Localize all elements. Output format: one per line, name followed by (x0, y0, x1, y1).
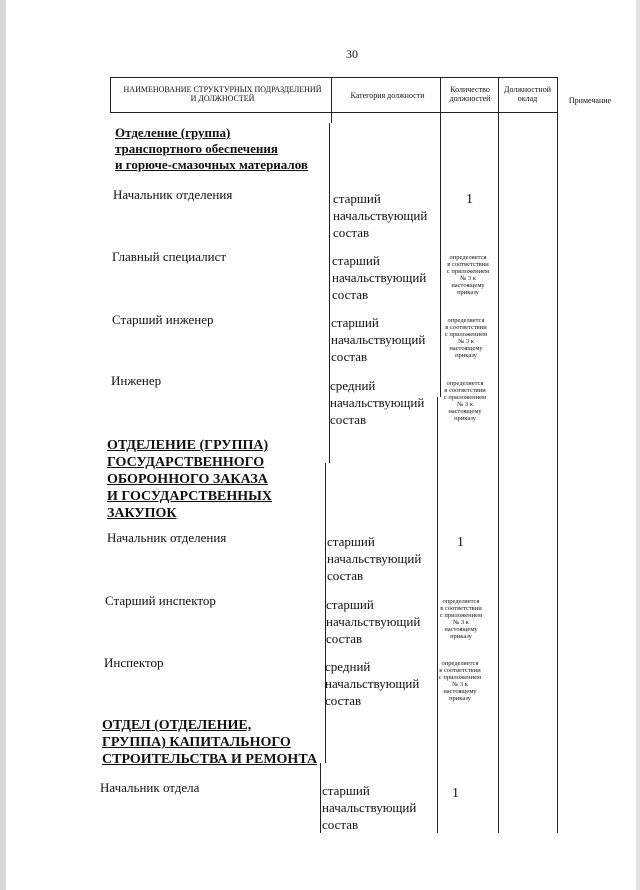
position-category: старший начальствующий состав (333, 191, 428, 240)
position-category: средний начальствующий состав (330, 378, 425, 427)
position-name: Начальник отделения (113, 187, 233, 202)
position-name: Старший инженер (112, 312, 214, 327)
position-count: 1 (452, 786, 459, 801)
header-count: Количество должностей (449, 85, 491, 103)
page-right-edge (636, 0, 640, 890)
section-title-defense-order: ОТДЕЛЕНИЕ (ГРУППА) ГОСУДАРСТВЕННОГО ОБОРОННОГО ЗАКАЗА И ГОСУДАРСТВЕННЫХ ЗАКУПОК (107, 438, 273, 521)
position-category: старший начальствующий состав (327, 534, 422, 583)
position-count-note: определяется в соответствии с приложением № 3 к настоящему приказу (439, 598, 483, 640)
header-category: Категория должности (350, 91, 425, 100)
position-name: Старший инспектор (105, 593, 216, 608)
position-category: старший начальствующий состав (332, 253, 427, 302)
position-name: Инженер (111, 373, 162, 388)
page-left-edge (0, 0, 6, 890)
position-category: средний начальствующий состав (325, 659, 420, 708)
header-note: Примечание (568, 96, 612, 105)
position-count-note: определяется в соответствии с приложением № 3 к настоящему приказу (444, 317, 488, 359)
position-name: Главный специалист (112, 249, 227, 264)
position-count: 1 (466, 192, 473, 207)
position-category: старший начальствующий состав (322, 783, 417, 832)
position-count-note: определяется в соответствии с приложением № 3 к настоящему приказу (443, 380, 487, 422)
header-salary: Должностной оклад (504, 85, 551, 103)
position-category: старший начальствующий состав (326, 597, 421, 646)
position-name: Инспектор (104, 655, 164, 670)
position-count-note: определяется в соответствии с приложением № 3 к настоящему приказу (446, 254, 490, 296)
section-title-transport: Отделение (группа) транспортного обеспечения и горюче-смазочных материалов (115, 125, 308, 172)
position-category: старший начальствующий состав (331, 315, 426, 364)
section-title-capital-construction: ОТДЕЛ (ОТДЕЛЕНИЕ, ГРУППА) КАПИТАЛЬНОГО СТРОИТЕЛЬСТВА И РЕМОНТА (102, 718, 318, 767)
position-name: Начальник отделения (107, 530, 227, 545)
position-name: Начальник отдела (100, 780, 200, 795)
header-name: НАИМЕНОВАНИЕ СТРУКТУРНЫХ ПОДРАЗДЕЛЕНИЙ И ДОЛЖНОСТЕЙ (123, 85, 322, 103)
position-count: 1 (457, 535, 464, 550)
page-number: 30 (346, 47, 358, 61)
position-count-note: определяется в соответствии с приложением № 3 к настоящему приказу (438, 660, 482, 702)
